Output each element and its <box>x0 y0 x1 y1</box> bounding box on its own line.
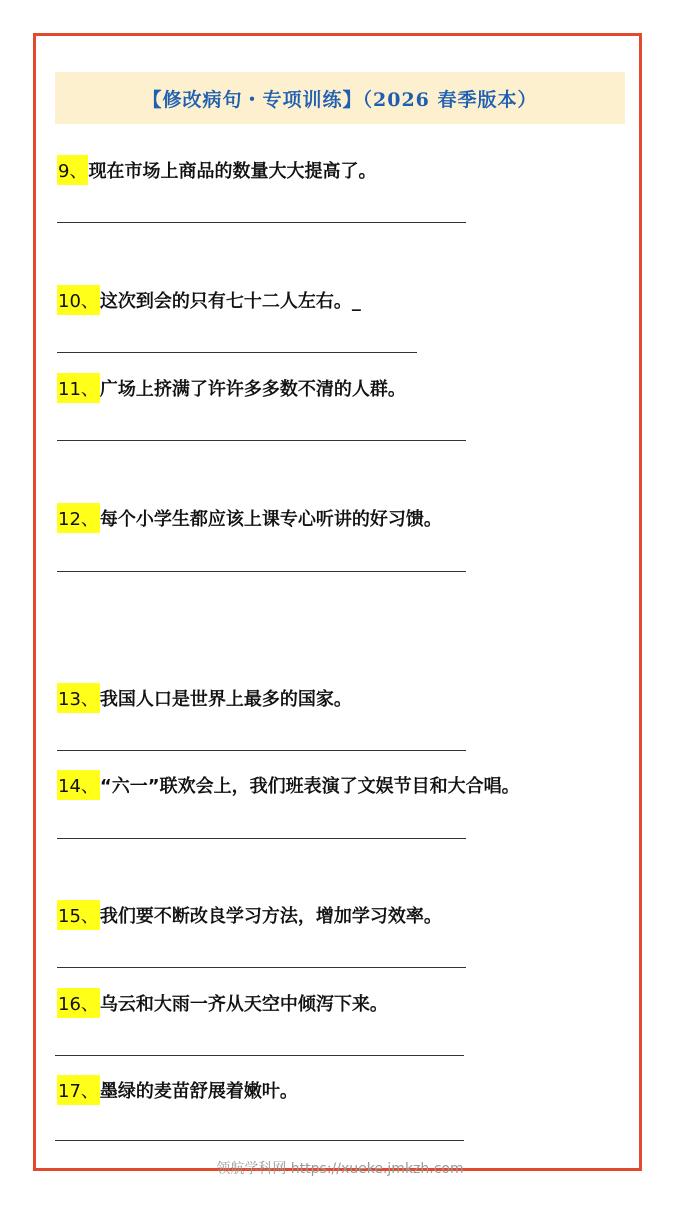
title-banner <box>55 72 625 124</box>
question-text: 我们要不断改良学习方法，增加学习效率。 <box>99 906 442 927</box>
question-text: 现在市场上商品的数量大大提高了。 <box>88 161 377 182</box>
question-item <box>57 683 352 713</box>
question-item <box>57 1075 298 1105</box>
question-text: 广场上挤满了许许多多数不清的人群。 <box>99 379 406 400</box>
question-text: “六一”联欢会上，我们班表演了文娱节目和大合唱。 <box>99 776 520 797</box>
answer-line[interactable] <box>57 352 417 353</box>
question-item <box>57 155 376 185</box>
answer-line[interactable] <box>57 750 466 751</box>
question-text: 乌云和大雨一齐从天空中倾泻下来。 <box>99 994 388 1015</box>
question-item <box>57 285 361 315</box>
question-item <box>57 988 388 1018</box>
page-title: 【修改病句・专项训练】（2026 春季版本） <box>142 88 538 111</box>
question-number: 9、 <box>57 155 88 185</box>
question-number: 13、 <box>57 683 100 713</box>
answer-line[interactable] <box>57 222 466 223</box>
answer-line[interactable] <box>57 838 466 839</box>
question-text: 这次到会的只有七十二人左右。_ <box>99 291 361 312</box>
footer-watermark: 领航学科网 https://xueke.jmkzh.com <box>216 1161 464 1177</box>
answer-line[interactable] <box>57 440 466 441</box>
question-text: 我国人口是世界上最多的国家。 <box>99 689 352 710</box>
question-text: 每个小学生都应该上课专心听讲的好习馈。 <box>99 509 442 530</box>
question-item <box>57 373 406 403</box>
question-item <box>57 503 442 533</box>
question-item <box>57 900 442 930</box>
question-number: 10、 <box>57 285 100 315</box>
question-number: 16、 <box>57 988 100 1018</box>
question-number: 17、 <box>57 1075 100 1105</box>
answer-line[interactable] <box>55 1055 464 1056</box>
answer-line[interactable] <box>55 1140 464 1141</box>
question-number: 15、 <box>57 900 100 930</box>
answer-line[interactable] <box>57 571 466 572</box>
question-item <box>57 770 520 800</box>
answer-line[interactable] <box>57 967 466 968</box>
question-text: 墨绿的麦苗舒展着嫩叶。 <box>99 1081 298 1102</box>
question-number: 12、 <box>57 503 100 533</box>
question-number: 11、 <box>57 373 100 403</box>
question-number: 14、 <box>57 770 100 800</box>
